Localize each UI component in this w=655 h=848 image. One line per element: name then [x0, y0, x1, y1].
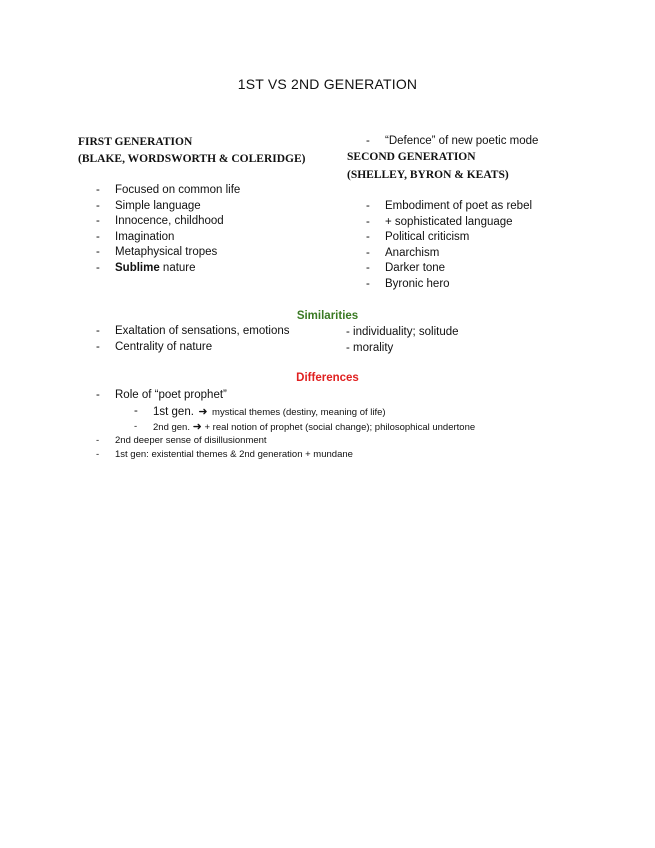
line3-item: 2nd deeper sense of disillusionment [115, 435, 267, 446]
second-generation-poets: (SHELLEY, BYRON & KEATS) [347, 169, 509, 181]
second-generation-heading: SECOND GENERATION [347, 151, 476, 163]
sub1-item: 1st gen. ➜ mystical themes (destiny, meaning of life) [153, 406, 386, 418]
defence-dash: - [366, 135, 370, 147]
arrow-icon: ➜ [192, 421, 202, 433]
page-title: 1ST VS 2ND GENERATION [237, 76, 418, 92]
list-item: - Byronic hero [366, 277, 450, 290]
defence-item: “Defence” of new poetic mode [385, 135, 539, 147]
first-generation-list [96, 184, 316, 278]
list-item: - Simple language [96, 199, 201, 212]
first-generation-heading: FIRST GENERATION [78, 136, 193, 148]
similarity-right-2: - morality [346, 342, 394, 354]
list-item: - Anarchism [366, 246, 440, 259]
list-item: - Metaphysical tropes [96, 246, 218, 259]
list-item: - Political criticism [366, 231, 470, 244]
first-generation-poets: (BLAKE, WORDSWORTH & COLERIDGE) [78, 153, 306, 165]
list-item: - Focused on common life [96, 184, 241, 196]
line4-dash: - [96, 449, 100, 460]
sub1-dash: - [134, 405, 138, 417]
list-item: - Imagination [96, 230, 175, 243]
similarity-right-1: - individuality; solitude [346, 326, 459, 338]
sub2-dash: - [134, 421, 138, 432]
sub2-item: 2nd gen. ➜ + real notion of prophet (social change); philosophical undertone [153, 421, 476, 433]
list-item: - Exaltation of sensations, emotions [96, 325, 290, 337]
differences-heading: Differences [296, 372, 359, 384]
arrow-icon: ➜ [198, 406, 208, 418]
list-item: - Darker tone [366, 262, 446, 275]
list-item: - + sophisticated language [366, 215, 513, 228]
list-item: - Centrality of nature [96, 340, 213, 353]
second-generation-list [366, 200, 606, 294]
similarities-left-list [96, 325, 336, 356]
sublime-bold-text: Sublime [115, 261, 160, 274]
line3-dash: - [96, 435, 100, 446]
list-item: - Embodiment of poet as rebel [366, 200, 533, 212]
list-item: - Sublime nature [96, 261, 196, 274]
similarities-heading: Similarities [296, 310, 359, 322]
role-dash: - [96, 389, 100, 401]
role-item: Role of “poet prophet” [115, 389, 227, 401]
list-item: - Innocence, childhood [96, 215, 224, 228]
line4-item: 1st gen: existential themes & 2nd generation + mundane [115, 449, 353, 460]
